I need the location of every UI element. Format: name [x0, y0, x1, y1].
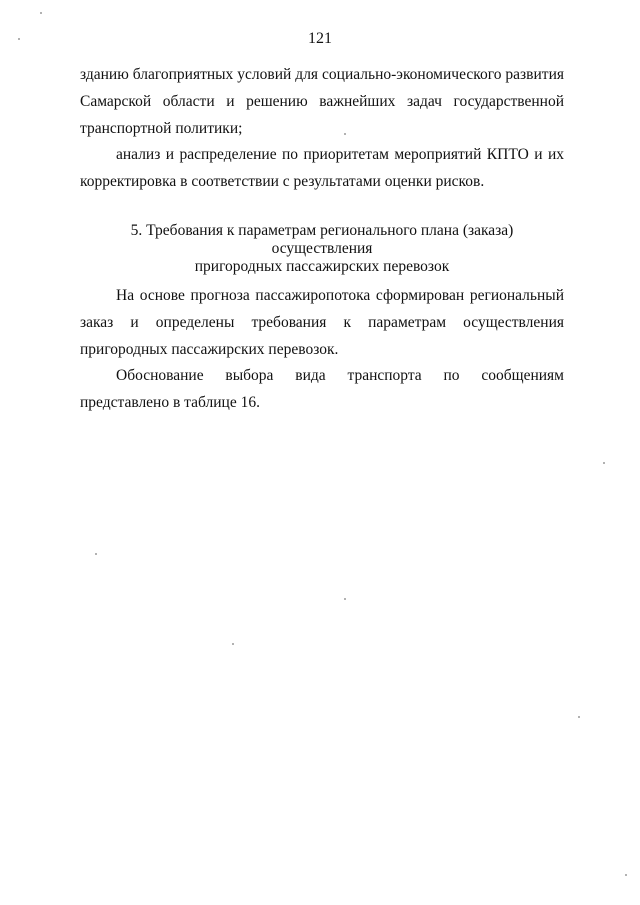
scan-speck	[603, 462, 605, 464]
scan-speck	[344, 133, 346, 135]
paragraph-continuation: зданию благоприятных условий для социально-экономического развития Самарской области и решению важнейших задач государственной транспортной политики;	[80, 66, 564, 137]
scan-speck	[344, 598, 346, 600]
scan-speck	[232, 643, 234, 645]
scan-speck	[18, 38, 20, 40]
scan-speck	[625, 874, 627, 876]
scan-speck	[578, 716, 580, 718]
scan-speck	[95, 553, 97, 555]
paragraph-forecast: На основе прогноза пассажиропотока сформирован региональный заказ и определены требования к параметрам осуществления пригородных пассажирских перевозок.	[80, 287, 564, 358]
section-heading-line-2: пригородных пассажирских перевозок	[194, 258, 450, 275]
section-heading	[80, 222, 564, 276]
section-heading-line-1: 5. Требования к параметрам регионального плана (заказа) осуществления	[130, 222, 514, 257]
paragraph-justification: Обоснование выбора вида транспорта по сообщениям представлено в таблице 16.	[80, 367, 564, 411]
page-number: 121	[308, 30, 332, 47]
paragraph-analysis: анализ и распределение по приоритетам мероприятий КПТО и их корректировка в соответствии с результатами оценки рисков.	[80, 146, 564, 190]
scan-speck	[40, 12, 42, 14]
